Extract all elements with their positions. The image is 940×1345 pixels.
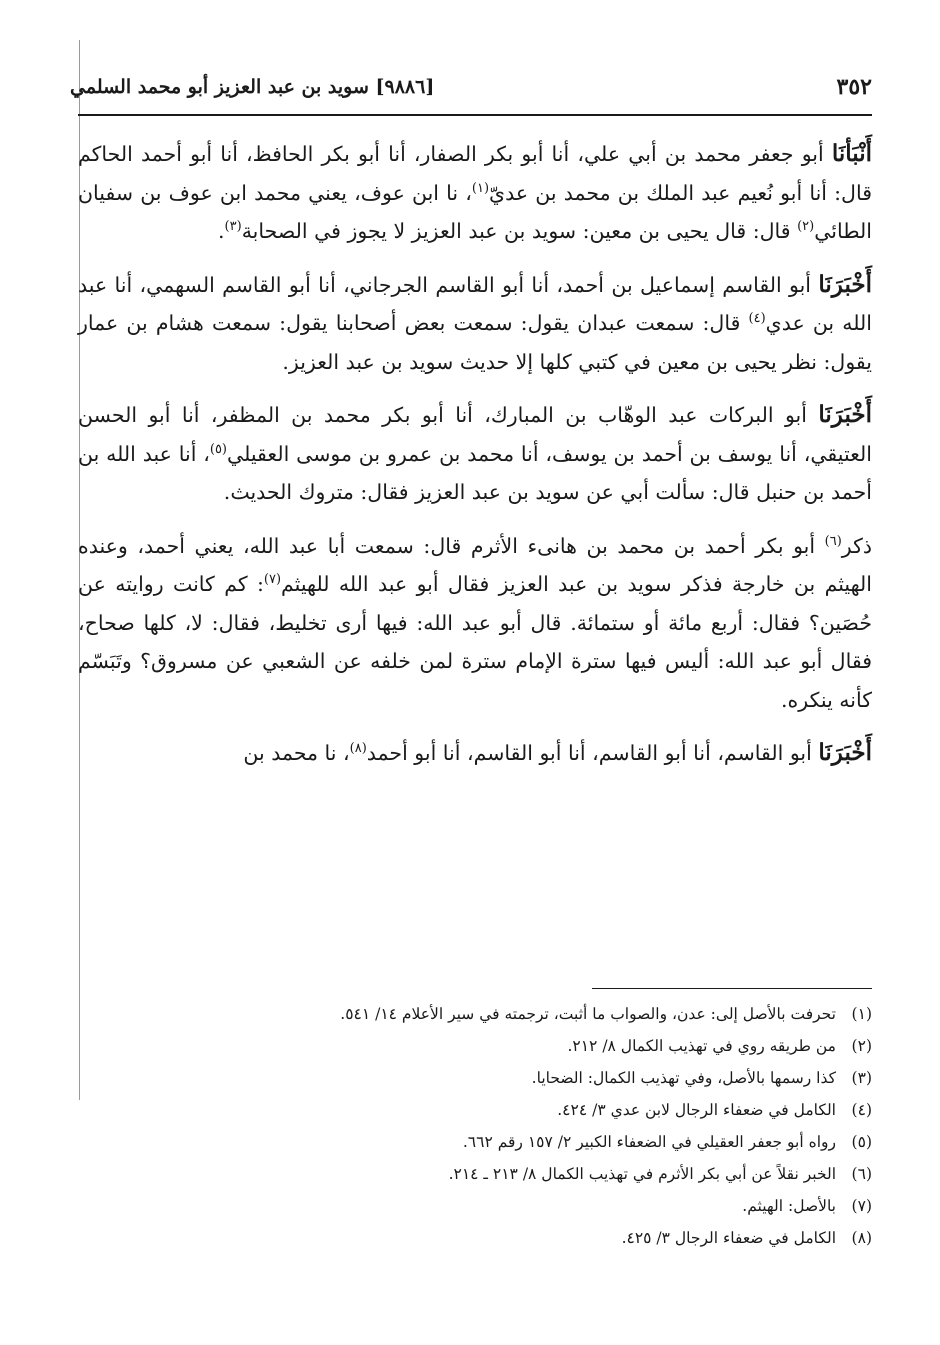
footnote-ref-2[interactable]: (٢) [797,219,815,235]
footnote-number: (١) [851,1005,872,1023]
footnote-text: الكامل في ضعفاء الرجال ٣/ ٤٢٥. [621,1229,836,1247]
paragraph-text: أبو جعفر محمد بن أبي علي، أنا أبو بكر الصفار، أنا أبو بكر الحافظ، أنا أبو أحمد الحاكم قال: أنا أبو نُعيم عبد الملك بن محمد بن عديّ [78,142,872,205]
footnote-number: (٣) [851,1069,872,1087]
page-header [70,74,872,114]
footnote [80,1126,872,1158]
footnote [80,1062,872,1094]
footnote-ref-8[interactable]: (٨) [349,741,367,757]
footnote-separator [592,988,872,989]
footnote-ref-1[interactable]: (١) [471,180,490,196]
footnote-ref-5[interactable]: (٥) [209,441,227,457]
paragraph-text: : كم كانت روايته عن حُصَين؟ فقال: أربع مائة أو ستمائة. قال أبو عبد الله: فيها أرى تخليط، فقال: لا، كلها صحاح، فقال أبو عبد الله: أليس فيها سترة الإمام سترة لمن خلفه عن الشعبي عن مسروق؟ وتَبَسّم كأنه ينكره. [78,572,872,712]
footnote-number: (٦) [851,1165,872,1183]
paragraph-text: ، نا محمد بن [243,741,350,765]
paragraph-text: ، نا ابن عوف، يعني محمد ابن عوف بن سفيان الطائي [78,180,872,243]
paragraph-text: أبو البركات عبد الوهّاب بن المبارك، أنا أبو بكر محمد بن المظفر، أنا أبو الحسن العتيقي، أنا يوسف بن أحمد بن يوسف، أنا محمد بن عمرو بن موسى العقيلي [78,403,872,466]
paragraph-lead: أَخْبَرَنَا [818,401,872,428]
footnote [80,1158,872,1190]
paragraph-text: أبو بكر أحمد بن محمد بن هانىء الأثرم قال: سمعت أبا عبد الله، يعني أحمد، وعنده الهيثم بن خارجة فذكر سويد بن عبد العزيز فقال أبو عبد الله للهيثم [78,533,872,596]
paragraph-text: قال: سمعت عبدان يقول: سمعت بعض أصحابنا يقول: سمعت هشام بن عمار يقول: نظر يحيى بن معين في كتبي كلها إلا حديث سويد بن عبد العزيز. [78,311,872,374]
footnote-ref-3[interactable]: (٣) [224,219,242,235]
paragraph-lead: أَنْبَأنَا [831,140,872,167]
footnotes-list [80,998,872,1254]
header-rule [78,114,872,116]
main-text [78,135,872,783]
footnote-number: (٢) [851,1037,872,1055]
footnote-number: (٧) [851,1197,872,1215]
footnote-number: (٨) [851,1229,872,1247]
footnote [80,1030,872,1062]
footnote-number: (٤) [851,1101,872,1119]
footnote-ref-4[interactable]: (٤) [748,311,766,327]
paragraph-text: . [218,219,225,243]
page-number: ٣٥٢ [836,74,872,100]
paragraph-lead: أَخْبَرَنَا [818,739,872,766]
footnote-ref-6[interactable]: (٦) [824,533,842,549]
footnote-text: من طريقه روي في تهذيب الكمال ٨/ ٢١٢. [567,1037,836,1055]
running-title: [٩٨٨٦] سويد بن عبد العزيز أبو محمد السلمي [70,76,435,98]
footnote [80,1190,872,1222]
footnote [80,1222,872,1254]
paragraph-lead: أَخْبَرَنَا [818,270,872,298]
footnote [80,1094,872,1126]
paragraph-text: ذكر [841,533,872,558]
footnote-text: رواه أبو جعفر العقيلي في الضعفاء الكبير ٢/ ١٥٧ رقم ٦٦٢. [462,1133,836,1151]
paragraph-5 [78,734,872,773]
paragraph-text: أبو القاسم، أنا أبو القاسم، أنا أبو القاسم، أنا أبو أحمد [366,741,819,765]
paragraph-1 [78,135,872,251]
footnote-text: الكامل في ضعفاء الرجال لابن عدي ٣/ ٤٢٤. [557,1101,836,1119]
footnote-text: كذا رسمها بالأصل، وفي تهذيب الكمال: الضحايا. [531,1069,836,1087]
footnote-number: (٥) [851,1133,872,1151]
footnote-text: بالأصل: الهيثم. [742,1197,836,1215]
paragraph-4 [78,527,872,720]
footnote [80,998,872,1030]
paragraph-3 [78,396,872,512]
footnote-ref-7[interactable]: (٧) [263,572,282,588]
paragraph-2 [78,266,872,382]
paragraph-text: ، أنا عبد الله بن أحمد بن حنبل قال: سألت أبي عن سويد بن عبد العزيز فقال: متروك الحديث. [78,441,872,504]
footnote-text: تحرفت بالأصل إلى: عدن، والصواب ما أثبت، ترجمته في سير الأعلام ١٤/ ٥٤١. [340,1005,836,1023]
paragraph-text: قال: قال يحيى بن معين: سويد بن عبد العزيز لا يجوز في الصحابة [241,219,798,243]
paragraph-text: أبو القاسم إسماعيل بن أحمد، أنا أبو القاسم الجرجاني، أنا أبو القاسم السهمي، أنا عبد الله بن عدي [78,272,872,335]
footnote-text: الخبر نقلاً عن أبي بكر الأثرم في تهذيب الكمال ٨/ ٢١٣ ـ ٢١٤. [448,1165,836,1183]
